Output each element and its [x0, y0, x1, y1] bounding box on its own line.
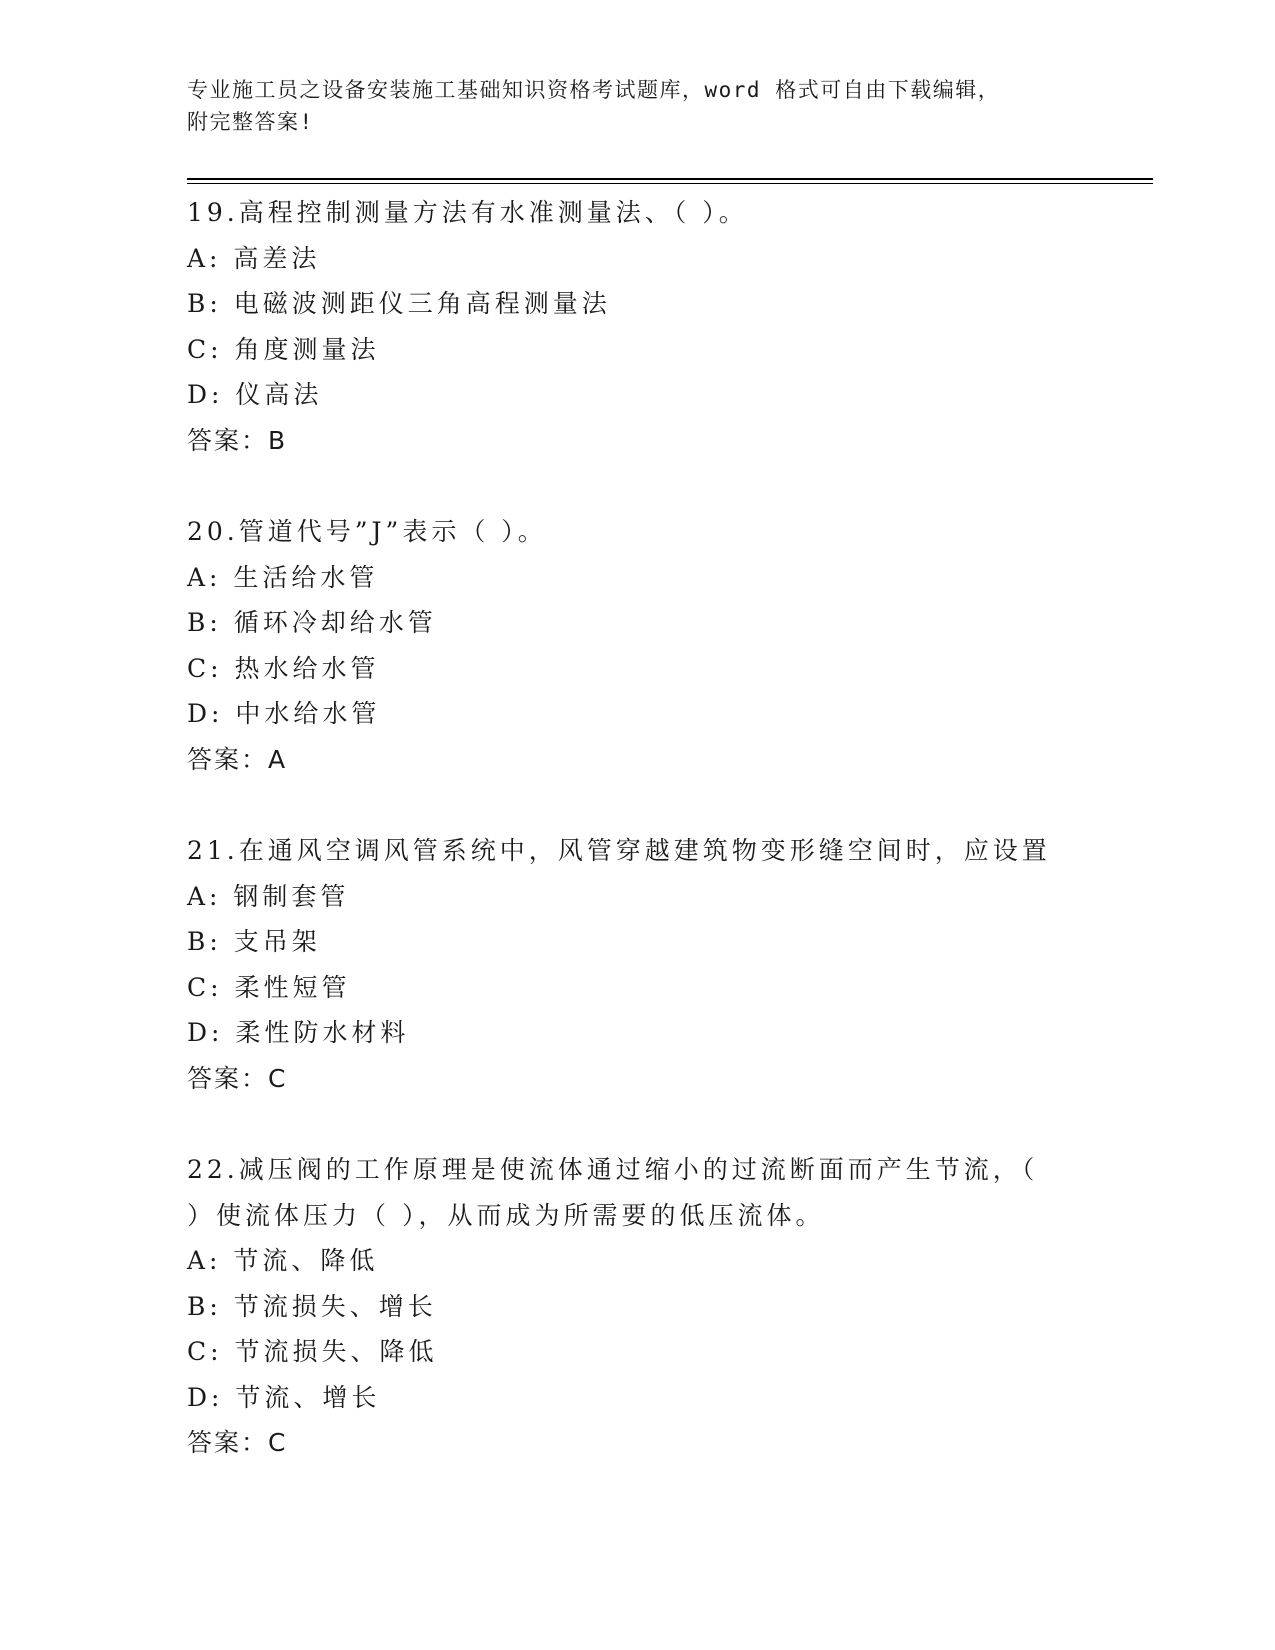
answer: 答案：A [187, 744, 288, 774]
header-divider-thin [187, 183, 1153, 184]
option-c: C: 节流损失、降低 [187, 1337, 438, 1366]
option-b: B: 支吊架 [187, 927, 321, 956]
option-c: C: 角度测量法 [187, 334, 380, 364]
question-22 [187, 1147, 1087, 1466]
question-text-line-1: 22.减压阀的工作原理是使流体通过缩小的过流断面而产生节流，（ [187, 1155, 1039, 1184]
answer: 答案：C [187, 1428, 288, 1457]
question-21 [187, 828, 1087, 1101]
option-b: B: 电磁波测距仪三角高程测量法 [187, 289, 611, 318]
question-20 [187, 509, 1087, 782]
question-text: 21.在通风空调风管系统中，风管穿越建筑物变形缝空间时，应设置 [187, 836, 1051, 865]
option-d: D: 中水给水管 [187, 699, 381, 728]
answer: 答案：C [187, 1063, 288, 1093]
option-a: A: 节流、降低 [187, 1246, 379, 1275]
option-a: A: 生活给水管 [187, 562, 379, 592]
option-d: D: 节流、增长 [187, 1382, 381, 1412]
question-19 [187, 190, 1087, 463]
document-header [187, 74, 1087, 138]
question-text: 19.高程控制测量方法有水准测量法、（ ）。 [187, 198, 748, 227]
option-a: A: 钢制套管 [187, 881, 350, 911]
option-d: D: 柔性防水材料 [187, 1018, 410, 1047]
question-list [187, 190, 1087, 1512]
header-line-1: 专业施工员之设备安装施工基础知识资格考试题库，word 格式可自由下载编辑， [187, 78, 1001, 102]
header-line-2: 附完整答案! [187, 110, 314, 134]
option-a: A: 高差法 [187, 243, 321, 273]
answer: 答案：B [187, 425, 288, 455]
question-text-line-2: ）使流体压力（ ），从而成为所需要的低压流体。 [187, 1200, 825, 1230]
header-divider [187, 178, 1153, 180]
question-text: 20.管道代号”J”表示（ ）。 [187, 517, 547, 546]
option-b: B: 循环冷却给水管 [187, 608, 437, 637]
option-c: C: 柔性短管 [187, 972, 351, 1002]
option-b: B: 节流损失、增长 [187, 1291, 437, 1321]
option-c: C: 热水给水管 [187, 653, 380, 683]
option-d: D: 仪高法 [187, 380, 323, 409]
